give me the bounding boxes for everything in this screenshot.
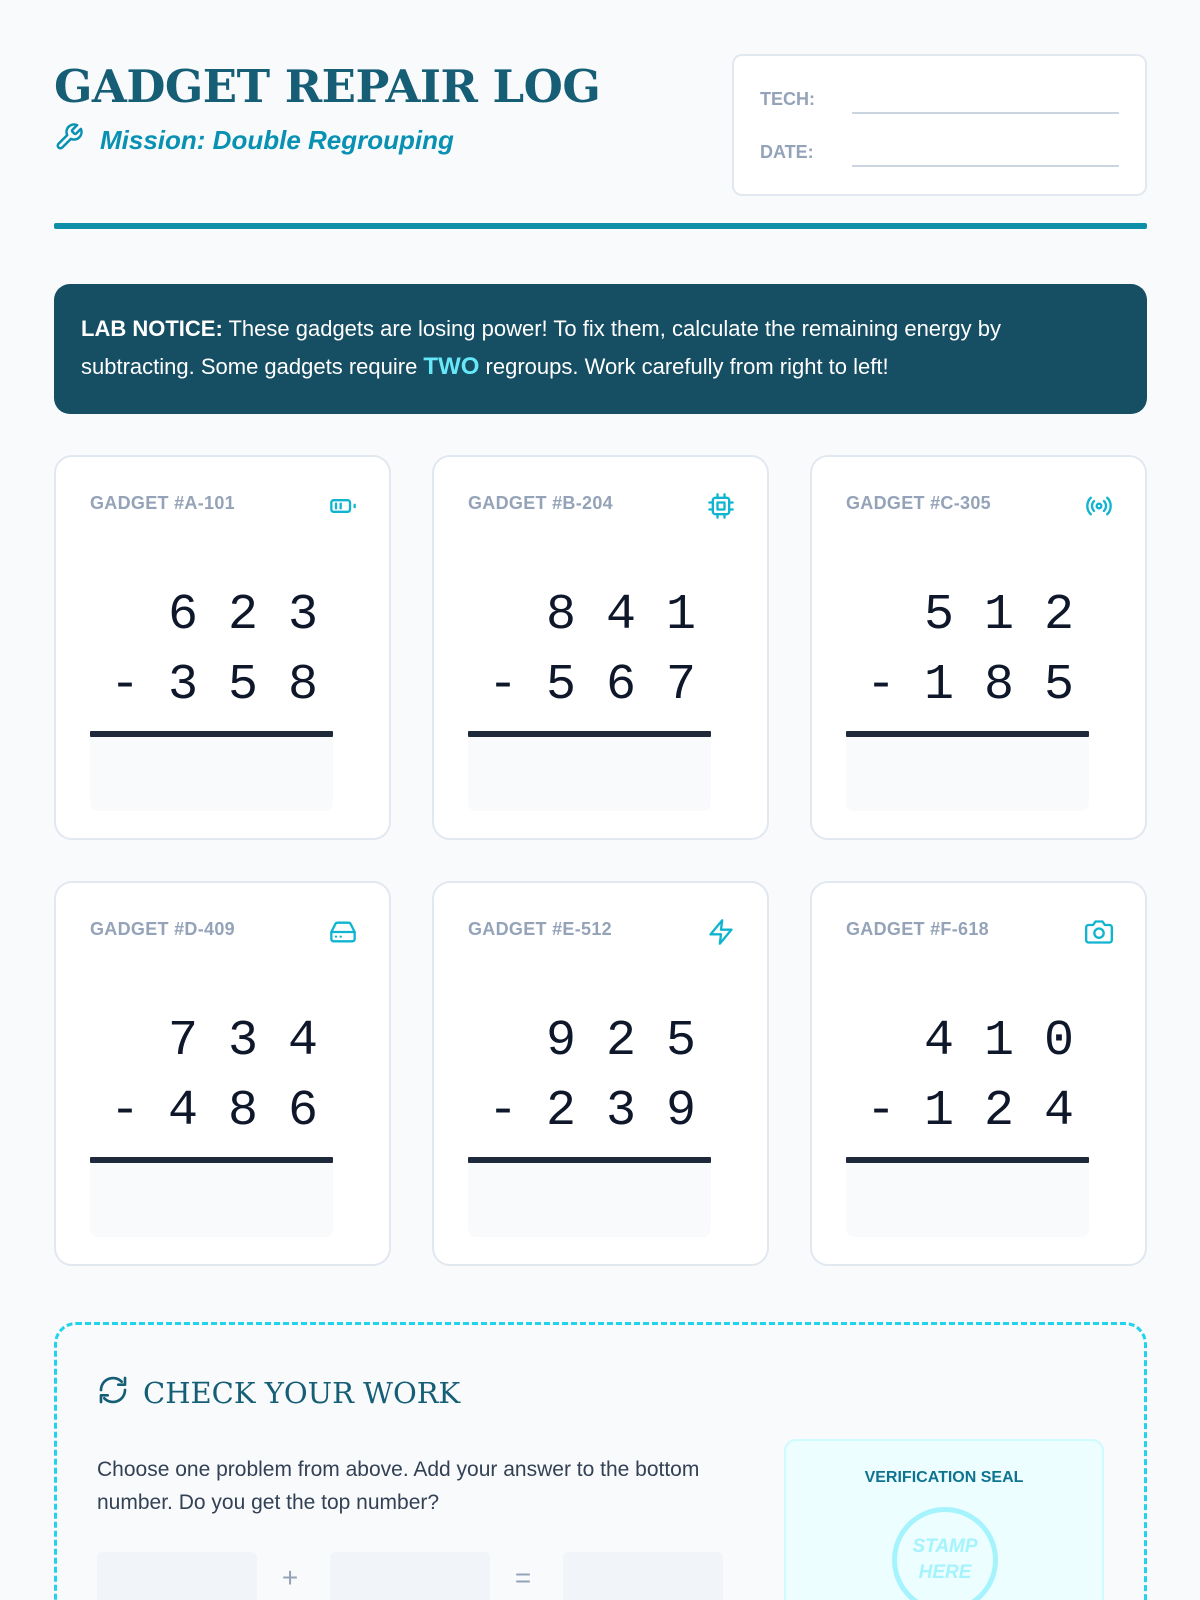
top-number: 6 2 3 — [167, 587, 318, 644]
problem-card — [432, 455, 769, 840]
notice-lead: LAB NOTICE: — [81, 316, 223, 341]
gadget-id: GADGET #D-409 — [90, 919, 235, 939]
bottom-number: 1 8 5 — [923, 657, 1074, 714]
subtraction-problem — [468, 1013, 711, 1153]
subtraction-problem — [468, 587, 711, 727]
problem-card — [54, 455, 391, 840]
bottom-number: 1 2 4 — [923, 1083, 1074, 1140]
minus-sign: - — [866, 657, 897, 714]
check-instructions: Choose one problem from above. Add your answer to the bottom number. Do you get the top number? — [97, 1458, 700, 1514]
subtraction-problem — [90, 587, 333, 727]
bottom-number: 4 8 6 — [167, 1083, 318, 1140]
top-number: 8 4 1 — [545, 587, 696, 644]
equals-sign: = — [514, 1562, 532, 1593]
check-equation — [97, 1552, 717, 1600]
check-heading — [97, 1373, 460, 1413]
date-label: DATE: — [760, 142, 814, 162]
answer-box[interactable] — [846, 737, 1089, 811]
wrench-icon — [54, 122, 84, 159]
answer-box[interactable] — [468, 1163, 711, 1237]
answer-box[interactable] — [468, 737, 711, 811]
problem-card — [432, 881, 769, 1266]
lab-notice — [54, 284, 1147, 414]
answer-box[interactable] — [90, 1163, 333, 1237]
answer-box[interactable] — [846, 1163, 1089, 1237]
check-your-work-section — [54, 1322, 1147, 1600]
gadget-id: GADGET #A-101 — [90, 493, 235, 513]
hard-drive-icon — [329, 918, 357, 946]
gadget-id: GADGET #B-204 — [468, 493, 613, 513]
battery-icon — [329, 492, 357, 520]
minus-sign: - — [110, 657, 141, 714]
addend-box-1[interactable] — [97, 1552, 257, 1600]
gadget-id: GADGET #C-305 — [846, 493, 991, 513]
page-title: GADGET REPAIR LOG — [54, 60, 601, 113]
stamp-text: STAMP HERE — [912, 1536, 978, 1583]
date-field — [760, 137, 1119, 167]
tech-field — [760, 84, 1119, 114]
mission-subtitle — [54, 122, 454, 158]
tech-date-box — [732, 54, 1147, 196]
worksheet-page — [54, 0, 1147, 1600]
addend-box-2[interactable] — [330, 1552, 490, 1600]
minus-sign: - — [866, 1083, 897, 1140]
date-input-line[interactable] — [852, 137, 1119, 167]
top-number: 5 1 2 — [923, 587, 1074, 644]
signal-icon — [1085, 492, 1113, 520]
top-number: 9 2 5 — [545, 1013, 696, 1070]
verification-seal — [784, 1439, 1104, 1600]
tech-label: TECH: — [760, 89, 815, 109]
stamp-circle[interactable] — [892, 1507, 998, 1600]
notice-emphasis: TWO — [423, 353, 480, 380]
bottom-number: 5 6 7 — [545, 657, 696, 714]
tech-input-line[interactable] — [852, 84, 1119, 114]
subtraction-problem — [90, 1013, 333, 1153]
subtraction-problem — [846, 587, 1089, 727]
gadget-id: GADGET #F-618 — [846, 919, 989, 939]
sum-box[interactable] — [563, 1552, 723, 1600]
minus-sign: - — [488, 657, 519, 714]
mission-text: Mission: Double Regrouping — [100, 124, 454, 155]
bottom-number: 3 5 8 — [167, 657, 318, 714]
top-number: 4 1 0 — [923, 1013, 1074, 1070]
refresh-icon — [97, 1374, 129, 1413]
notice-text-after: regroups. Work carefully from right to left! — [479, 354, 889, 379]
problem-card — [810, 455, 1147, 840]
gadget-id: GADGET #E-512 — [468, 919, 612, 939]
problem-card — [54, 881, 391, 1266]
answer-box[interactable] — [90, 737, 333, 811]
lightning-icon — [707, 918, 735, 946]
top-number: 7 3 4 — [167, 1013, 318, 1070]
plus-sign: + — [281, 1562, 299, 1593]
header — [54, 54, 1147, 196]
seal-title: VERIFICATION SEAL — [864, 1469, 1024, 1486]
bottom-number: 2 3 9 — [545, 1083, 696, 1140]
chip-icon — [707, 492, 735, 520]
check-title: CHECK YOUR WORK — [143, 1376, 461, 1410]
subtraction-problem — [846, 1013, 1089, 1153]
minus-sign: - — [110, 1083, 141, 1140]
problem-card — [810, 881, 1147, 1266]
notice-text-before: These gadgets are losing power! To fix them, calculate the remaining energy by subtracting. Some gadgets require — [81, 316, 1001, 379]
camera-icon — [1085, 918, 1113, 946]
header-divider — [54, 223, 1147, 229]
minus-sign: - — [488, 1083, 519, 1140]
